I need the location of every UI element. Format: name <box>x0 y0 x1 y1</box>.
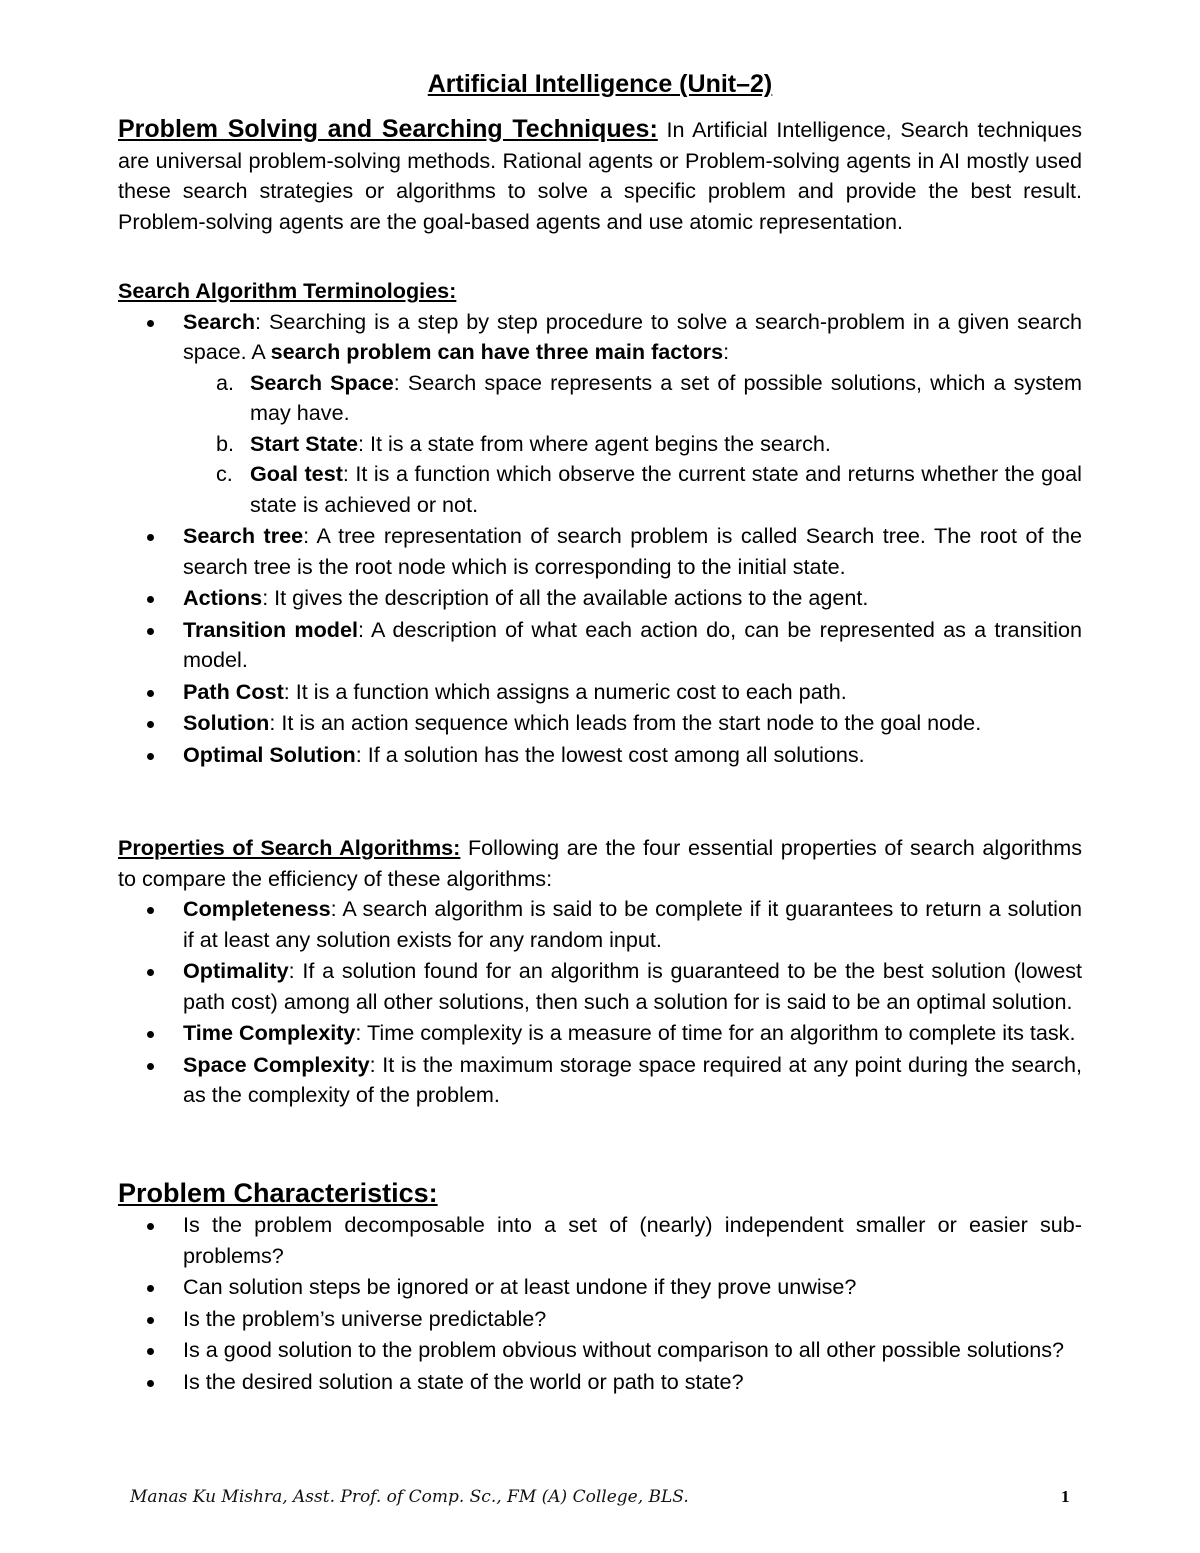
term-label: Search <box>183 308 256 334</box>
list-item: Is the problem’s universe predictable? <box>118 1304 1082 1335</box>
factor-marker: c. <box>216 461 233 486</box>
factor-marker: a. <box>216 369 235 395</box>
properties-text: Following are the four essential properties of search algorithms to compare the efficiency of these algorithms: <box>118 835 1083 891</box>
term-label: Actions <box>183 585 263 610</box>
term-text: : Searching is a step by step procedure to solve a search-problem in a given search space. A <box>183 308 1082 364</box>
term-text: : <box>723 339 730 364</box>
terminologies-heading-line <box>118 276 1082 307</box>
list-item <box>118 677 1082 708</box>
page-title: Artificial Intelligence (Unit–2) <box>427 70 773 98</box>
term-bold: search problem can have three main factors <box>270 339 724 364</box>
characteristics-heading: Problem Characteristics: <box>118 1178 438 1208</box>
properties-list <box>118 894 1082 1111</box>
list-item: Can solution steps be ignored or at least undone if they prove unwise? <box>118 1272 1082 1303</box>
characteristics-section <box>118 1176 1082 1397</box>
term-label: Optimality <box>183 958 289 983</box>
term-text: : If a solution has the lowest cost among all solutions. <box>355 741 865 767</box>
term-text: : A description of what each action do, can be represented as a transition model. <box>183 616 1082 672</box>
factor-item <box>118 429 1082 460</box>
terminologies-heading: Search Algorithm Terminologies: <box>118 278 457 303</box>
term-label: Time Complexity <box>183 1020 356 1045</box>
list-item <box>118 894 1082 955</box>
factor-term: Goal test <box>250 461 343 486</box>
factor-text: : It is a function which observe the current state and returns whether the goal state is achieved or not. <box>250 461 1082 517</box>
characteristics-list <box>118 1210 1082 1397</box>
term-label: Solution <box>183 710 270 735</box>
term-label: Space Complexity <box>183 1051 370 1077</box>
factor-text: : It is a state from where agent begins the search. <box>358 430 831 456</box>
term-text: : A search algorithm is said to be complete if it guarantees to return a solution if at least any solution exists for any random input. <box>183 896 1082 952</box>
list-item <box>118 956 1082 1017</box>
term-label: Optimal Solution <box>183 741 356 767</box>
term-label: Path Cost <box>183 678 284 704</box>
properties-paragraph <box>118 833 1082 894</box>
factor-term: Start State <box>250 430 359 456</box>
list-item <box>118 1050 1082 1111</box>
list-item <box>118 307 1082 521</box>
list-item <box>118 708 1082 739</box>
term-text: : It gives the description of all the available actions to the agent. <box>262 585 869 610</box>
factor-term: Search Space <box>250 369 394 395</box>
intro-text: In Artificial Intelligence, Search techniques are universal problem-solving methods. Rational agents or Problem-solving agents in AI mostly used these search strategies or algorithms to solve a specific problem and provide the best result. Problem-solving agents are the goal-based agents and use atomic representation. <box>118 117 1083 234</box>
factor-text: : Search space represents a set of possible solutions, which a system may have. <box>250 369 1082 425</box>
list-item: Is a good solution to the problem obvious without comparison to all other possible solutions? <box>118 1335 1082 1366</box>
factor-item <box>118 368 1082 429</box>
list-item: Is the problem decomposable into a set of (nearly) independent smaller or easier sub-problems? <box>118 1210 1082 1271</box>
term-label: Search tree <box>183 523 304 548</box>
list-item <box>118 583 1082 614</box>
list-item <box>118 615 1082 676</box>
factor-list <box>183 368 1082 521</box>
factor-marker: b. <box>216 430 235 456</box>
page-number: 1 <box>1061 1487 1070 1506</box>
list-item <box>118 521 1082 582</box>
term-label: Transition model <box>183 616 358 642</box>
terminologies-section <box>118 276 1082 770</box>
term-label: Completeness <box>183 896 331 921</box>
properties-heading: Properties of Search Algorithms: <box>118 835 461 860</box>
factor-item <box>118 459 1082 520</box>
list-item <box>118 740 1082 771</box>
list-item <box>118 1018 1082 1049</box>
term-text: : It is a function which assigns a numeric cost to each path. <box>283 678 847 704</box>
term-text: : Time complexity is a measure of time for an algorithm to complete its task. <box>355 1020 1076 1045</box>
terminologies-list <box>118 307 1082 771</box>
intro-section <box>118 114 1082 237</box>
term-text: : It is an action sequence which leads from the start node to the goal node. <box>269 710 982 735</box>
term-text: : A tree representation of search problem is called Search tree. The root of the search tree is the root node which is corresponding to the initial state. <box>183 523 1082 579</box>
footer-author: Manas Ku Mishra, Asst. Prof. of Comp. Sc., FM (A) College, BLS. <box>130 1487 689 1507</box>
term-text: : If a solution found for an algorithm is guaranteed to be the best solution (lowest path cost) among all other solutions, then such a solution for is said to be an optimal solution. <box>183 958 1082 1014</box>
intro-paragraph <box>118 114 1082 237</box>
intro-heading: Problem Solving and Searching Techniques: <box>118 115 658 143</box>
properties-section <box>118 833 1082 1111</box>
list-item: Is the desired solution a state of the world or path to state? <box>118 1367 1082 1398</box>
term-text: : It is the maximum storage space required at any point during the search, as the complexity of the problem. <box>183 1051 1083 1107</box>
